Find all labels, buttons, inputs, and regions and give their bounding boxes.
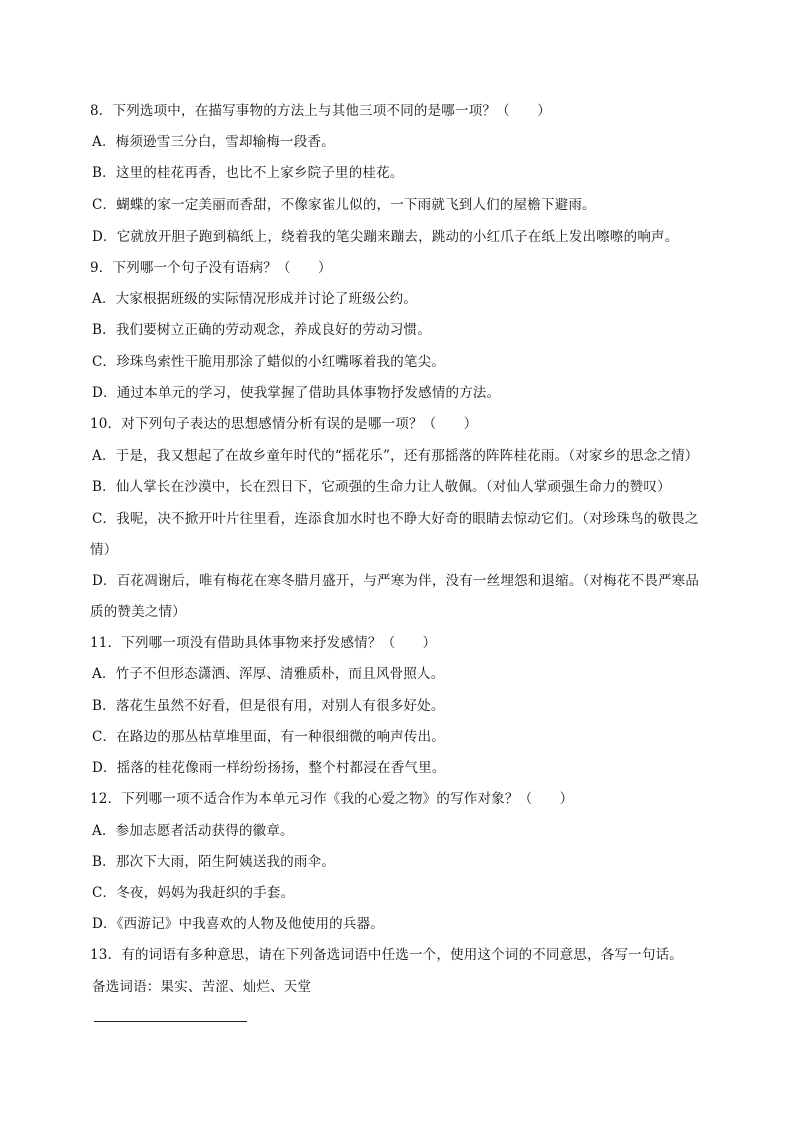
question-8-stem: 8．下列选项中，在描写事物的方法上与其他三项不同的是哪一项？（ ） [90, 103, 551, 119]
question-11-option-c: C．在路边的那丛枯草堆里面，有一种很细微的响声传出。 [92, 729, 446, 745]
question-10-stem: 10．对下列句子表达的思想感情分析有误的是哪一项？（ ） [90, 416, 478, 432]
question-9-option-b: B．我们要树立正确的劳动观念，养成良好的劳动习惯。 [92, 322, 431, 338]
question-11-option-b: B．落花生虽然不好看，但是很有用，对别人有很多好处。 [92, 698, 445, 714]
question-8-option-c: C．蝴蝶的家一定美丽而香甜，不像家雀儿似的，一下雨就飞到人们的屋檐下避雨。 [92, 197, 596, 213]
question-9-option-c: C．珍珠鸟索性干脆用那涂了蜡似的小红嘴啄着我的笔尖。 [92, 354, 446, 370]
question-11-option-a: A．竹子不但形态潇洒、浑厚、清雅质朴，而且风骨照人。 [92, 666, 445, 682]
question-13-stem: 13．有的词语有多种意思，请在下列备选词语中任选一个，使用这个词的不同意思，各写一句话。 [90, 947, 683, 963]
question-12-option-b: B．那次下大雨，陌生阿姨送我的雨伞。 [92, 854, 336, 870]
question-11-option-d: D．摇落的桂花像雨一样纷纷扬扬，整个村都浸在香气里。 [92, 760, 446, 776]
question-11-stem: 11．下列哪一项没有借助具体事物来抒发感情？（ ） [90, 635, 437, 651]
question-10-option-c: C．我呢，决不掀开叶片往里看，连添食加水时也不睁大好奇的眼睛去惊动它们。（对珍珠鸟的敬畏之 [92, 511, 699, 527]
question-8-option-b: B．这里的桂花再香，也比不上家乡院子里的桂花。 [92, 165, 404, 181]
question-12-stem: 12．下列哪一项不适合作为本单元习作《我的心爱之物》的写作对象？（ ） [90, 791, 574, 807]
question-10-option-a: A．于是，我又想起了在故乡童年时代的“摇花乐”，还有那摇落的阵阵桂花雨。（对家乡的思念之情） [92, 448, 699, 464]
question-10-option-d-cont: 质的赞美之情） [90, 604, 186, 620]
question-9-option-a: A．大家根据班级的实际情况形成并讨论了班级公约。 [92, 291, 418, 307]
question-10-option-d: D．百花凋谢后，唯有梅花在寒冬腊月盛开，与严寒为伴，没有一丝埋怨和退缩。（对梅花不畏严寒品 [92, 573, 700, 589]
question-9-option-d: D．通过本单元的学习，使我掌握了借助具体事物抒发感情的方法。 [92, 385, 501, 401]
question-9-stem: 9．下列哪一个句子没有语病？（ ） [90, 260, 332, 276]
question-12-option-d: D．《西游记》中我喜欢的人物及他使用的兵器。 [92, 916, 384, 932]
question-8-option-a: A．梅须逊雪三分白，雪却输梅一段香。 [92, 134, 335, 150]
question-8-option-d: D．它就放开胆子跑到稿纸上，绕着我的笔尖蹦来蹦去，跳动的小红爪子在纸上发出嚓嚓的响声。 [92, 229, 679, 245]
question-10-option-b: B．仙人掌长在沙漠中，长在烈日下，它顽强的生命力让人敬佩。（对仙人掌顽强生命力的赞叹） [92, 479, 671, 495]
question-13-candidates: 备选词语：果实、苦涩、灿烂、天堂 [92, 979, 312, 995]
answer-blank-line[interactable] [94, 1021, 247, 1022]
question-12-option-c: C．冬夜，妈妈为我赶织的手套。 [92, 885, 295, 901]
question-12-option-a: A．参加志愿者活动获得的徽章。 [92, 823, 294, 839]
question-10-option-c-cont: 情） [90, 542, 118, 558]
